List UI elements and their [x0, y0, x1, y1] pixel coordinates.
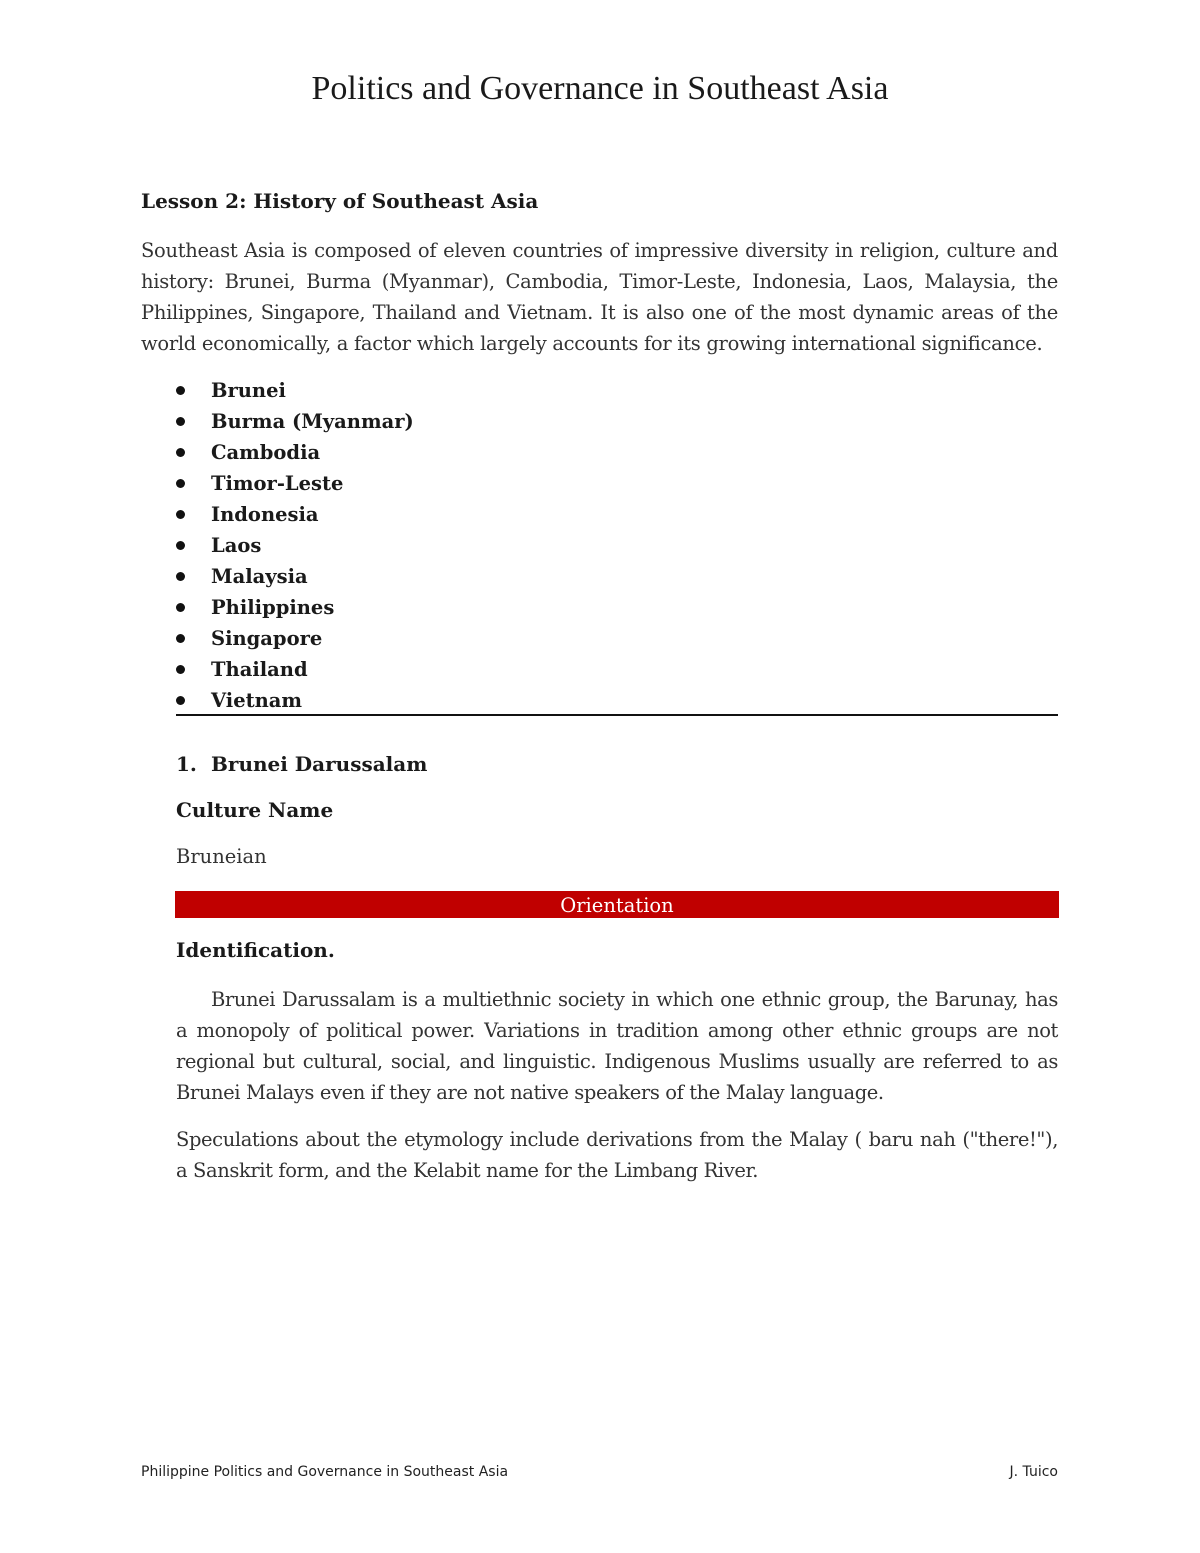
document-title: Politics and Governance in Southeast Asia [311, 70, 889, 107]
etymology-paragraph: Speculations about the etymology include derivations from the Malay ( baru nah ("there!"), a Sanskrit form, and the Kelabit name for the Limbang River. [176, 1128, 1058, 1182]
country-label: Vietnam [211, 689, 303, 712]
bullet-icon [176, 603, 185, 612]
culture-name-value: Bruneian [176, 845, 267, 868]
bullet-icon [176, 479, 185, 488]
bullet-icon [176, 448, 185, 457]
identification-paragraph: Brunei Darussalam is a multiethnic society in which one ethnic group, the Barunay, has a monopoly of political power. Variations in tradition among other ethnic groups are not regional but cultural, social, and linguistic. Indigenous Muslims usually are referred to as Brunei Malays even if they are not native speakers of the Malay language. [176, 988, 1058, 1104]
culture-name-label: Culture Name [176, 798, 334, 822]
country-label: Philippines [211, 596, 335, 619]
orientation-banner: Orientation [175, 891, 1059, 918]
country-label: Brunei [211, 379, 286, 402]
country-label: Singapore [211, 627, 323, 650]
bullet-icon [176, 634, 185, 643]
section-title: Brunei Darussalam [211, 752, 428, 776]
lesson-heading: Lesson 2: History of Southeast Asia [141, 189, 539, 213]
country-label: Indonesia [211, 503, 319, 526]
country-label: Laos [211, 534, 262, 557]
bullet-icon [176, 665, 185, 674]
bullet-icon [176, 541, 185, 550]
intro-paragraph: Southeast Asia is composed of eleven countries of impressive diversity in religion, culture and history: Brunei, Burma (Myanmar), Cambodia, Timor-Leste, Indonesia, Laos, Malaysia, the Philippines, Singapore, Thailand and Vietnam. It is also one of the most dynamic areas of the world economically, a factor which largely accounts for its growing international significance. [141, 239, 1058, 355]
bullet-icon [176, 572, 185, 581]
bullet-icon [176, 386, 185, 395]
section-heading [176, 752, 427, 776]
country-label: Cambodia [211, 441, 321, 464]
country-label: Timor-Leste [211, 472, 344, 495]
country-label: Thailand [211, 658, 308, 681]
country-label: Burma (Myanmar) [211, 410, 414, 433]
bullet-icon [176, 510, 185, 519]
section-number: 1. [176, 752, 197, 776]
footer-title: Philippine Politics and Governance in Southeast Asia [141, 1464, 509, 1480]
horizontal-divider [176, 714, 1058, 716]
country-label: Malaysia [211, 565, 308, 588]
bullet-icon [176, 417, 185, 426]
bullet-icon [176, 696, 185, 705]
identification-heading: Identification. [176, 938, 335, 962]
footer-author: J. Tuico [1009, 1464, 1058, 1480]
